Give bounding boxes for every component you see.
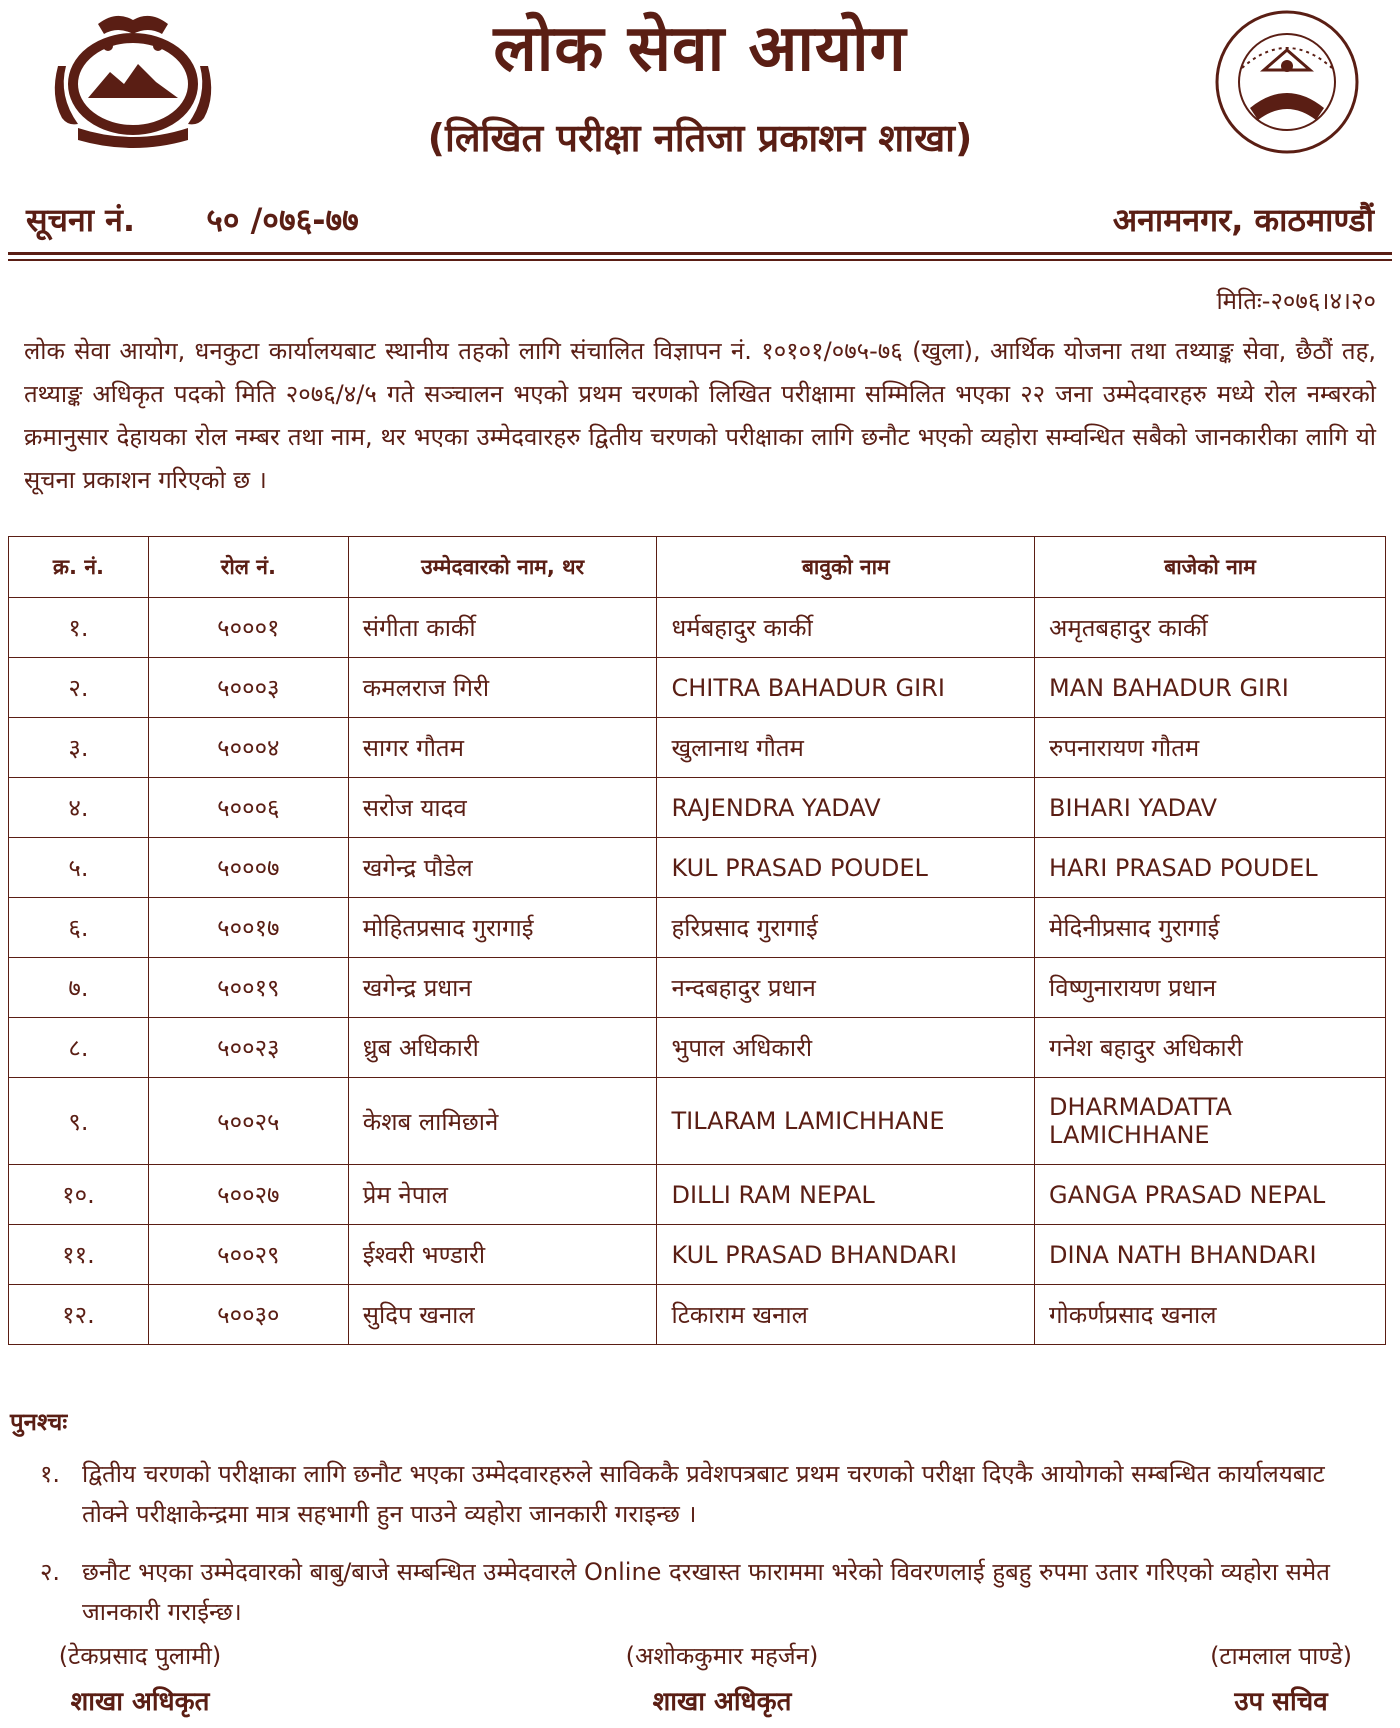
header-divider-thin	[8, 259, 1392, 261]
cell-roll: ५००१९	[148, 958, 348, 1018]
postscript-item-number: १.	[39, 1460, 61, 1488]
office-location: अनामनगर, काठमाण्डौं	[1112, 201, 1374, 239]
signatory-1	[20, 1636, 260, 1722]
signatory-role: उप सचिव	[1234, 1687, 1328, 1717]
signatory-2	[582, 1636, 862, 1722]
cell-father: KUL PRASAD BHANDARI	[657, 1225, 1035, 1285]
signatory-role: शाखा अधिकृत	[70, 1687, 210, 1717]
notice-label: सूचना नं.	[26, 201, 136, 239]
cell-grandfather: GANGA PRASAD NEPAL	[1035, 1165, 1386, 1225]
cell-grandfather: गनेश बहादुर अधिकारी	[1035, 1018, 1386, 1078]
cell-name: ईश्वरी भण्डारी	[348, 1225, 657, 1285]
signatory-name: (टामलाल पाण्डे)	[1210, 1642, 1352, 1670]
cell-grandfather: DHARMADATTA LAMICHHANE	[1035, 1078, 1386, 1165]
cell-name: ध्रुब अधिकारी	[348, 1018, 657, 1078]
cell-father: टिकाराम खनाल	[657, 1285, 1035, 1345]
cell-roll: ५०००७	[148, 838, 348, 898]
cell-roll: ५००३०	[148, 1285, 348, 1345]
cell-name: खगेन्द्र पौडेल	[348, 838, 657, 898]
signatory-name: (टेकप्रसाद पुलामी)	[58, 1642, 222, 1670]
signatory-3	[1176, 1636, 1386, 1722]
header-divider	[8, 252, 1392, 255]
cell-grandfather: अमृतबहादुर कार्की	[1035, 598, 1386, 658]
cell-roll: ५००२३	[148, 1018, 348, 1078]
cell-father: CHITRA BAHADUR GIRI	[657, 658, 1035, 718]
table-row	[9, 1285, 1386, 1345]
cell-roll: ५००२९	[148, 1225, 348, 1285]
cell-sn: २.	[9, 658, 149, 718]
cell-grandfather: BIHARI YADAV	[1035, 778, 1386, 838]
cell-sn: ३.	[9, 718, 149, 778]
cell-roll: ५०००६	[148, 778, 348, 838]
cell-sn: १२.	[9, 1285, 149, 1345]
column-header-name: उम्मेदवारको नाम, थर	[348, 537, 657, 598]
cell-name: सुदिप खनाल	[348, 1285, 657, 1345]
cell-sn: ११.	[9, 1225, 149, 1285]
notice-date: मितिः-२०७६।४।२०	[1216, 287, 1376, 315]
cell-grandfather: रुपनारायण गौतम	[1035, 718, 1386, 778]
results-table	[8, 536, 1386, 1345]
cell-grandfather: विष्णुनारायण प्रधान	[1035, 958, 1386, 1018]
column-header-roll: रोल नं.	[148, 537, 348, 598]
cell-father: RAJENDRA YADAV	[657, 778, 1035, 838]
cell-father: हरिप्रसाद गुरागाई	[657, 898, 1035, 958]
cell-father: DILLI RAM NEPAL	[657, 1165, 1035, 1225]
table-header-row	[9, 537, 1386, 598]
postscript-item	[30, 1552, 1376, 1632]
page-subtitle: (लिखित परीक्षा नतिजा प्रकाशन शाखा)	[427, 116, 973, 160]
cell-name: सागर गौतम	[348, 718, 657, 778]
table-row	[9, 1225, 1386, 1285]
cell-name: प्रेम नेपाल	[348, 1165, 657, 1225]
cell-sn: ४.	[9, 778, 149, 838]
cell-father: TILARAM LAMICHHANE	[657, 1078, 1035, 1165]
table-row	[9, 898, 1386, 958]
table-row	[9, 718, 1386, 778]
cell-name: कमलराज गिरी	[348, 658, 657, 718]
table-row	[9, 958, 1386, 1018]
cell-sn: ७.	[9, 958, 149, 1018]
table-row	[9, 778, 1386, 838]
cell-roll: ५०००३	[148, 658, 348, 718]
column-header-grandfather: बाजेको नाम	[1035, 537, 1386, 598]
cell-roll: ५००१७	[148, 898, 348, 958]
signatory-name: (अशोककुमार महर्जन)	[625, 1642, 819, 1670]
cell-grandfather: गोकर्णप्रसाद खनाल	[1035, 1285, 1386, 1345]
cell-roll: ५०००४	[148, 718, 348, 778]
table-row	[9, 838, 1386, 898]
table-body	[9, 598, 1386, 1345]
cell-sn: ५.	[9, 838, 149, 898]
cell-name: संगीता कार्की	[348, 598, 657, 658]
column-header-sn: क्र. नं.	[9, 537, 149, 598]
cell-name: मोहितप्रसाद गुरागाई	[348, 898, 657, 958]
table-row	[9, 1165, 1386, 1225]
notice-number: ५० /०७६-७७	[206, 201, 359, 239]
table-row	[9, 1018, 1386, 1078]
cell-sn: १.	[9, 598, 149, 658]
intro-paragraph: लोक सेवा आयोग, धनकुटा कार्यालयबाट स्थानीय तहको लागि संचालित विज्ञापन नं. १०१०१/०७५-७६ (खुला), आर्थिक योजना तथा तथ्याङ्क सेवा, छैठौं तह, तथ्याङ्क अधिकृत पदको मिति २०७६/४/५ गते सञ्चालन भएको प्रथम चरणको लिखित परीक्षामा सम्मिलित भएका २२ जना उम्मेदवारहरु मध्ये रोल नम्बरको क्रमानुसार देहायका रोल नम्बर तथा नाम, थर भएका उम्मेदवारहरु द्वितीय चरणको परीक्षाका लागि छनौट भएको व्यहोरा सम्वन्धित सबैको जानकारीका लागि यो सूचना प्रकाशन गरिएको छ ।	[24, 337, 1376, 494]
table-row	[9, 598, 1386, 658]
cell-sn: ९.	[9, 1078, 149, 1165]
postscript-item-text: द्वितीय चरणको परीक्षाका लागि छनौट भएका उम्मेदवारहरुले साविककै प्रवेशपत्रबाट प्रथम चरणको परीक्षा दिएकै आयोगको सम्बन्धित कार्यालयबाट तोक्ने परीक्षाकेन्द्रमा मात्र सहभागी हुन पाउने व्यहोरा जानकारी गराइन्छ ।	[82, 1460, 1325, 1528]
page-title: लोक सेवा आयोग	[493, 12, 907, 86]
cell-roll: ५००२७	[148, 1165, 348, 1225]
table-row	[9, 1078, 1386, 1165]
cell-name: खगेन्द्र प्रधान	[348, 958, 657, 1018]
signatory-role: शाखा अधिकृत	[652, 1687, 792, 1717]
cell-roll: ५००२५	[148, 1078, 348, 1165]
cell-sn: ६.	[9, 898, 149, 958]
cell-roll: ५०००१	[148, 598, 348, 658]
cell-sn: ८.	[9, 1018, 149, 1078]
notice-number-line	[26, 196, 359, 244]
cell-father: KUL PRASAD POUDEL	[657, 838, 1035, 898]
table-row	[9, 658, 1386, 718]
postscript-item	[30, 1454, 1376, 1534]
cell-grandfather: MAN BAHADUR GIRI	[1035, 658, 1386, 718]
cell-father: भुपाल अधिकारी	[657, 1018, 1035, 1078]
postscript-item-number: २.	[39, 1558, 61, 1586]
column-header-father: बावुको नाम	[657, 537, 1035, 598]
cell-name: केशब लामिछाने	[348, 1078, 657, 1165]
cell-name: सरोज यादव	[348, 778, 657, 838]
cell-sn: १०.	[9, 1165, 149, 1225]
cell-grandfather: DINA NATH BHANDARI	[1035, 1225, 1386, 1285]
cell-father: नन्दबहादुर प्रधान	[657, 958, 1035, 1018]
cell-grandfather: मेदिनीप्रसाद गुरागाई	[1035, 898, 1386, 958]
postscript-item-text: छनौट भएका उम्मेदवारको बाबु/बाजे सम्बन्धित उम्मेदवारले Online दरखास्त फाराममा भरेको विवरणलाई हुबहु रुपमा उतार गरिएको व्यहोरा समेत जानकारी गराईन्छ।	[82, 1558, 1330, 1626]
postscript-heading: पुनश्चः	[10, 1408, 68, 1436]
cell-grandfather: HARI PRASAD POUDEL	[1035, 838, 1386, 898]
cell-father: खुलानाथ गौतम	[657, 718, 1035, 778]
cell-father: धर्मबहादुर कार्की	[657, 598, 1035, 658]
